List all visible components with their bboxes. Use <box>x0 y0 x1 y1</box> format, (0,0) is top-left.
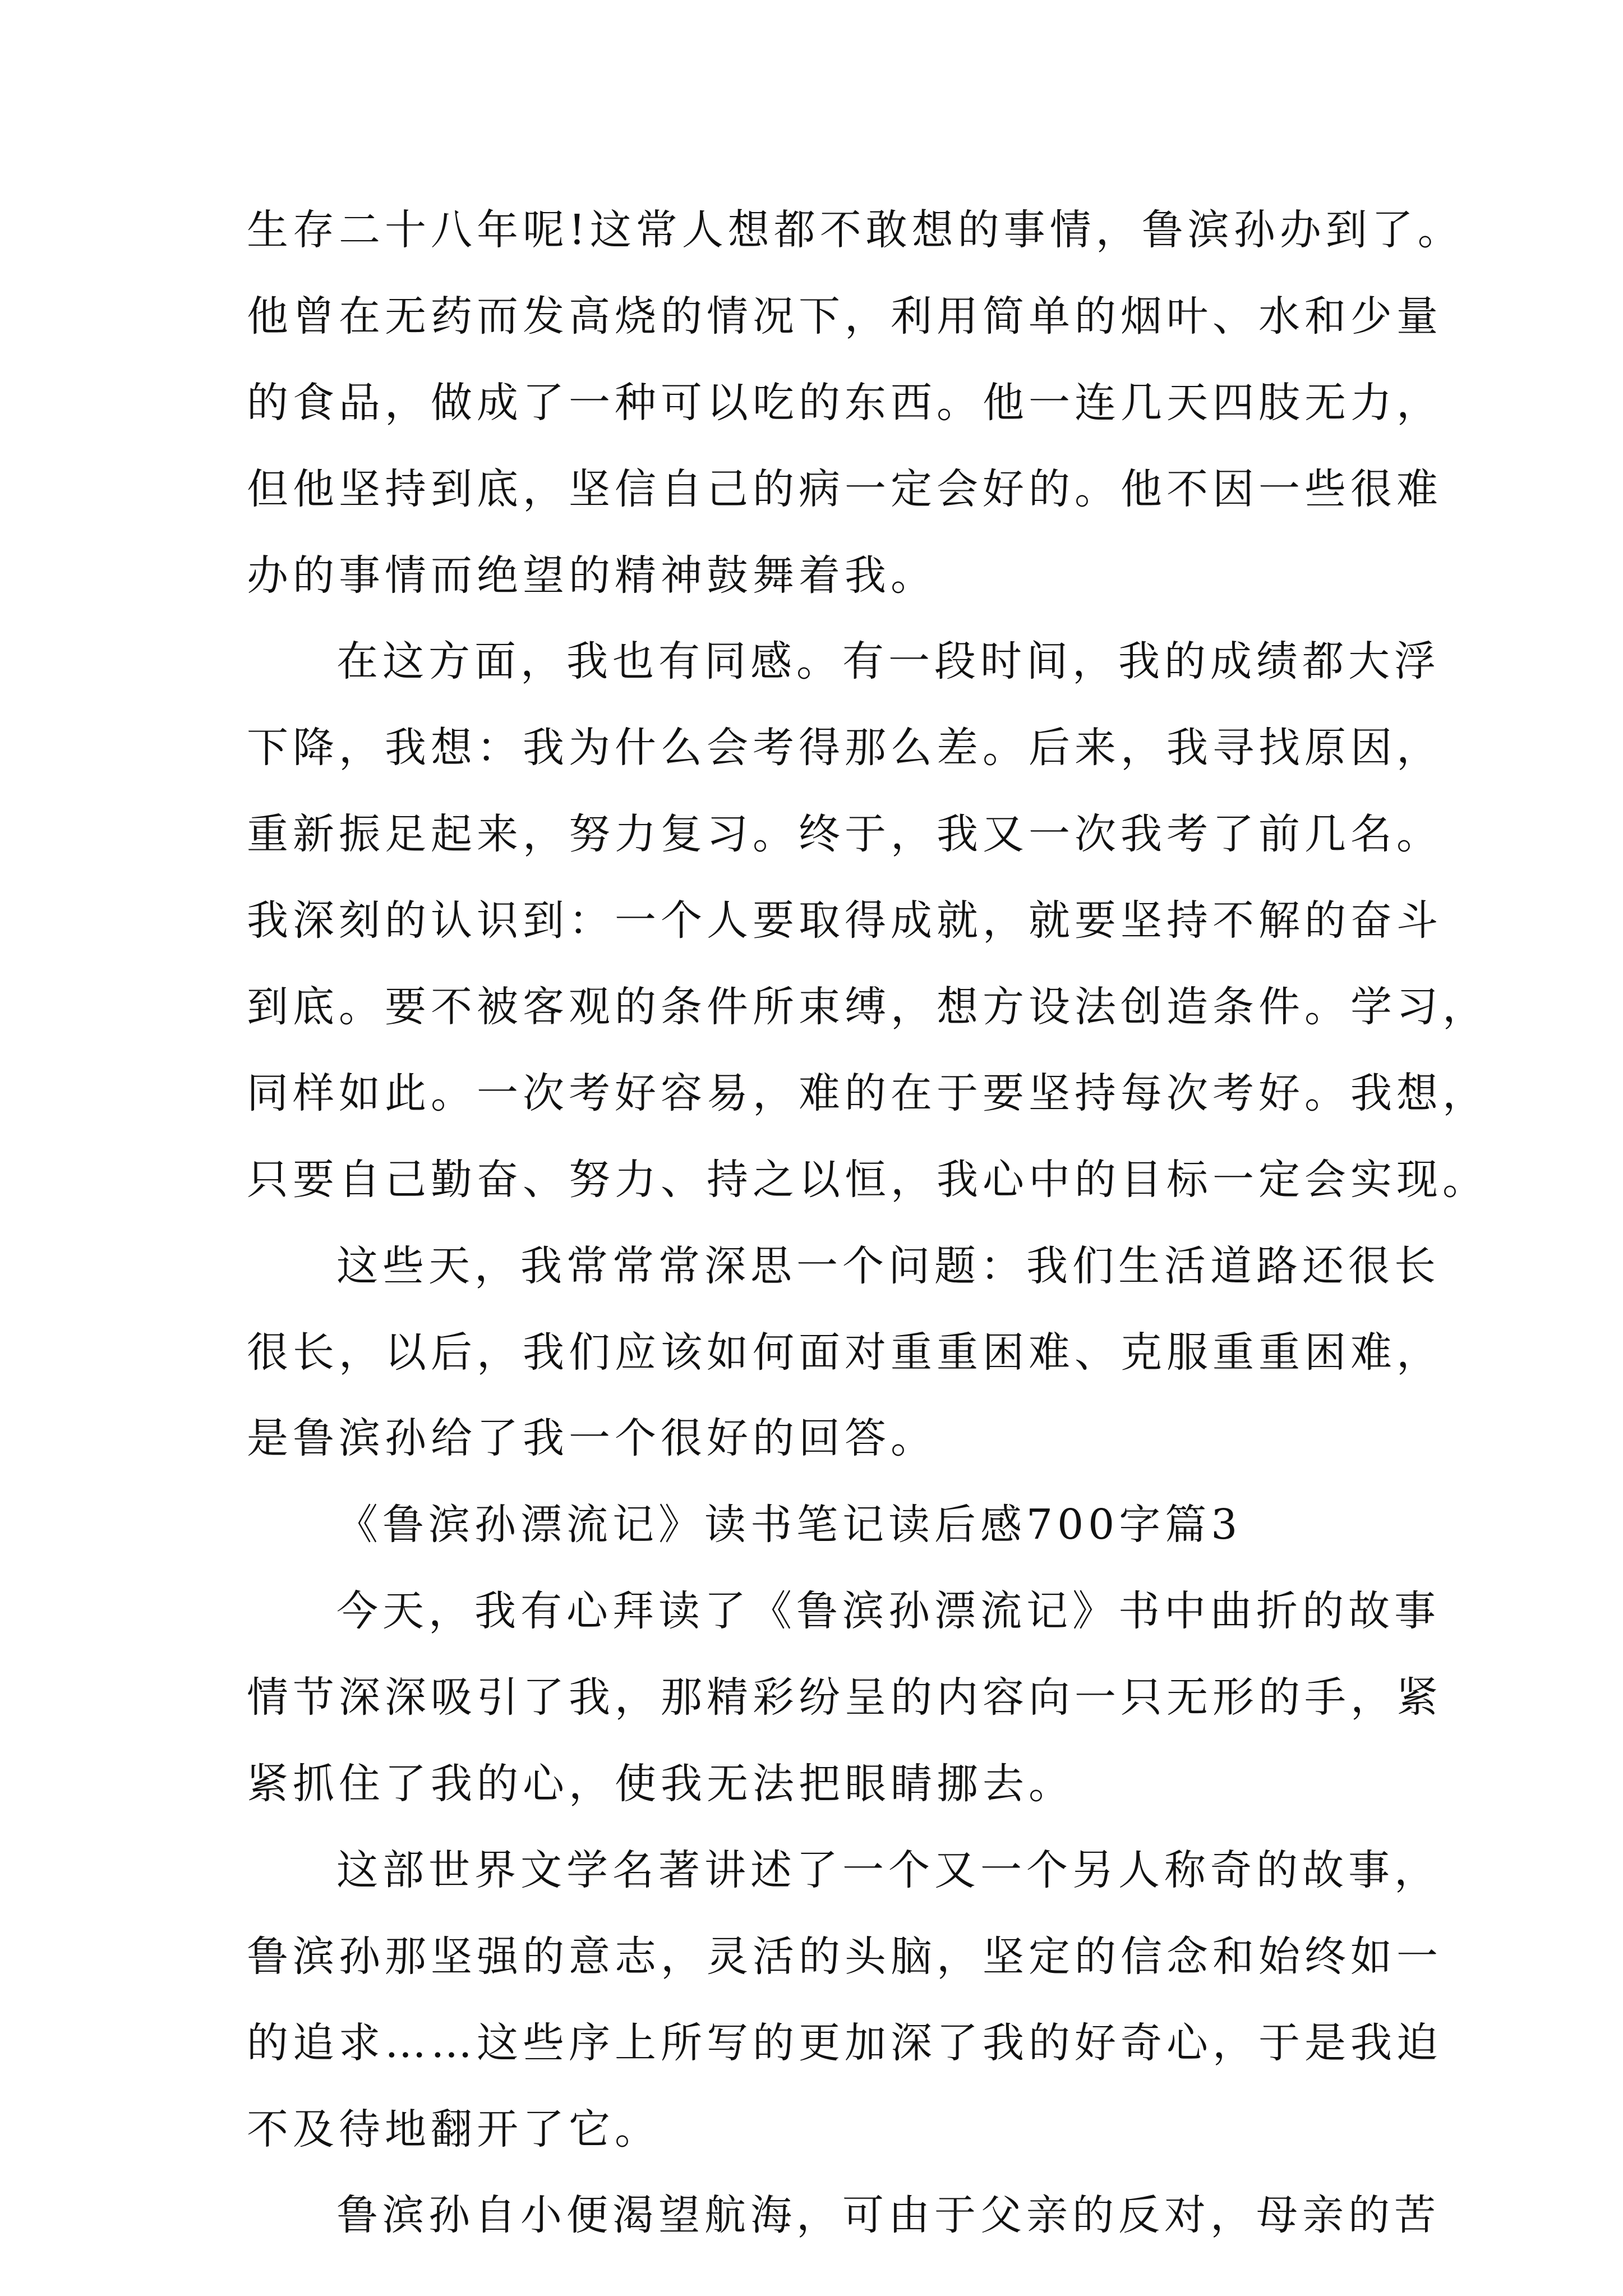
paragraph-start-line: 鲁滨孙自小便渴望航海，可由于父亲的反对，母亲的苦 <box>336 2191 1440 2239</box>
paragraph-start-line: 这部世界文学名著讲述了一个又一个另人称奇的故事， <box>336 1846 1440 1894</box>
paragraph-start-line: 这些天，我常常常深思一个问题：我们生活道路还很长 <box>336 1242 1440 1290</box>
text-line: 办的事情而绝望的精神鼓舞着我。 <box>247 551 937 600</box>
section-heading: 《鲁滨孙漂流记》读书笔记读后感700字篇3 <box>336 1501 1242 1549</box>
text-line: 下降，我想：我为什么会考得那么差。后来，我寻找原因， <box>247 724 1442 772</box>
text-line: 情节深深吸引了我，那精彩纷呈的内容向一只无形的手，紧 <box>247 1673 1442 1722</box>
text-line: 我深刻的认识到：一个人要取得成就，就要坚持不解的奋斗 <box>247 896 1442 945</box>
paragraph-start-line: 在这方面，我也有同感。有一段时间，我的成绩都大浮 <box>336 637 1440 685</box>
text-line: 生存二十八年呢!这常人想都不敢想的事情，鲁滨孙办到了。 <box>247 206 1464 254</box>
text-line: 他曾在无药而发高烧的情况下，利用简单的烟叶、水和少量 <box>247 292 1442 341</box>
text-line: 到底。要不被客观的条件所束缚，想方设法创造条件。学习， <box>247 983 1488 1031</box>
text-line: 不及待地翻开了它。 <box>247 2105 661 2154</box>
text-line: 的食品，做成了一种可以吃的东西。他一连几天四肢无力， <box>247 379 1442 427</box>
text-line: 但他坚持到底，坚信自己的病一定会好的。他不因一些很难 <box>247 465 1442 513</box>
text-line: 只要自己勤奋、努力、持之以恒，我心中的目标一定会实现。 <box>247 1156 1488 1204</box>
text-line: 的追求……这些序上所写的更加深了我的好奇心，于是我迫 <box>247 2019 1442 2067</box>
text-line: 鲁滨孙那坚强的意志，灵活的头脑，坚定的信念和始终如一 <box>247 1932 1442 1981</box>
text-line: 重新振足起来，努力复习。终于，我又一次我考了前几名。 <box>247 810 1442 858</box>
text-line: 紧抓住了我的心，使我无法把眼睛挪去。 <box>247 1760 1075 1808</box>
text-line: 很长，以后，我们应该如何面对重重困难、克服重重困难， <box>247 1328 1442 1377</box>
text-line: 是鲁滨孙给了我一个很好的回答。 <box>247 1414 937 1462</box>
text-line: 同样如此。一次考好容易，难的在于要坚持每次考好。我想， <box>247 1069 1488 1117</box>
paragraph-start-line: 今天，我有心拜读了《鲁滨孙漂流记》书中曲折的故事 <box>336 1587 1440 1635</box>
